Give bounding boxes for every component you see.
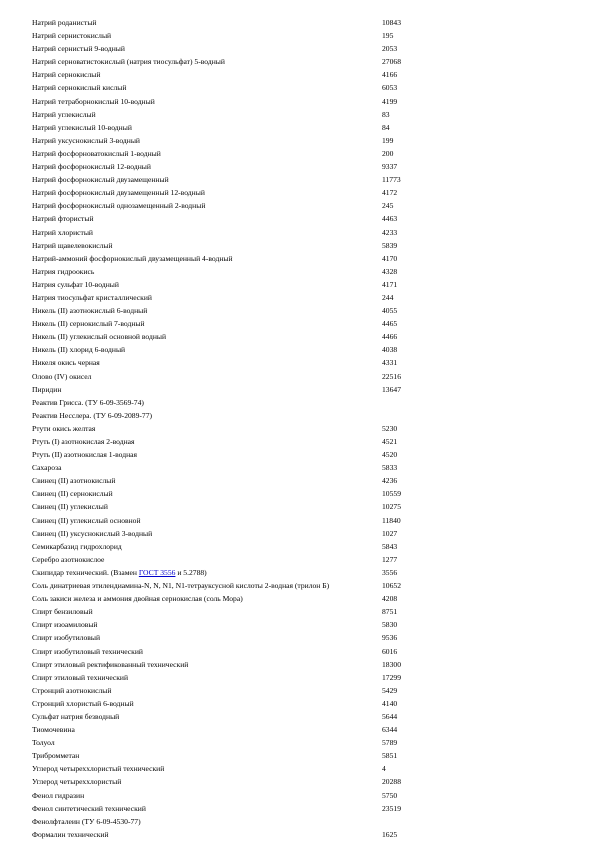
standard-number: 23519 [382, 803, 401, 813]
reagent-name: Спирт изобутиловый технический [32, 646, 143, 656]
standard-number: 4236 [382, 476, 398, 486]
reagent-name: Натрий хлористый [32, 227, 93, 237]
standard-number: 5429 [382, 685, 398, 695]
reagent-name: Соль динатриевая этилендиамина-N, N, N1, N1-тетрауксусной кислоты 2-водная (трилон Б) [32, 581, 330, 591]
standard-number: 5644 [382, 711, 398, 721]
reagent-name: Тиомочевина [32, 725, 75, 735]
list-item [32, 686, 572, 699]
standard-number: 1625 [382, 829, 398, 839]
list-item [32, 18, 572, 31]
list-item [32, 791, 572, 804]
reagent-name: Свинец (II) азотнокислый [32, 476, 116, 486]
standard-number: 8751 [382, 607, 398, 617]
list-item [32, 450, 572, 463]
standard-number: 20288 [382, 777, 401, 787]
reagent-name: Натрий серноватистокислый (натрия тиосульфат) 5-водный [32, 57, 225, 67]
list-item [32, 267, 572, 280]
reagent-name: Фенолфталеин (ТУ 6-09-4530-77) [32, 816, 141, 826]
list-item [32, 712, 572, 725]
reagent-name: Натрий углекислый 10-водный [32, 122, 132, 132]
standard-number: 18300 [382, 659, 401, 669]
standard-number: 4463 [382, 214, 398, 224]
standard-number: 1027 [382, 528, 398, 538]
list-item [32, 345, 572, 358]
list-item [32, 57, 572, 70]
standard-number: 4331 [382, 358, 398, 368]
standard-number: 4166 [382, 70, 398, 80]
reagent-name: Никеля окись черная [32, 358, 100, 368]
standard-number: 2053 [382, 44, 398, 54]
reagent-name: Пиридин [32, 384, 62, 394]
reagent-name: Натрий фосфорнокислый двузамещенный [32, 175, 169, 185]
standard-number: 4171 [382, 279, 398, 289]
standard-link[interactable]: ГОСТ 3556 [138, 567, 176, 577]
reagent-name: Натрия гидроокись [32, 266, 95, 276]
list-item [32, 764, 572, 777]
reagent-list [32, 18, 572, 843]
standard-number: 4038 [382, 345, 398, 355]
reagent-name: Олово (IV) окисел [32, 371, 92, 381]
list-item [32, 332, 572, 345]
standard-number: 22516 [382, 371, 401, 381]
list-item [32, 44, 572, 57]
reagent-name [32, 568, 382, 577]
list-item [32, 804, 572, 817]
list-item [32, 489, 572, 502]
standard-number: 4520 [382, 450, 398, 460]
list-item [32, 620, 572, 633]
reagent-name: Фенол гидразин [32, 790, 85, 800]
list-item [32, 201, 572, 214]
standard-number: 4466 [382, 332, 398, 342]
standard-number: 244 [382, 292, 394, 302]
standard-number: 9337 [382, 162, 398, 172]
reagent-name: Натрий фосфорноватокислый 1-водный [32, 148, 161, 158]
list-item [32, 228, 572, 241]
reagent-name: Стронций хлористый 6-водный [32, 698, 134, 708]
list-item [32, 411, 572, 424]
list-item [32, 581, 572, 594]
reagent-name: Спирт изобутиловый [32, 633, 101, 643]
standard-number: 4172 [382, 188, 398, 198]
reagent-name: Натрий сернистокислый [32, 31, 112, 41]
list-item [32, 83, 572, 96]
reagent-name: Реактив Несслера. (ТУ 6-09-2089-77) [32, 410, 153, 420]
list-item [32, 529, 572, 542]
standard-number: 199 [382, 135, 394, 145]
reagent-name: Свинец (II) сернокислый [32, 489, 113, 499]
list-item [32, 502, 572, 515]
standard-number: 10843 [382, 18, 401, 27]
standard-number: 4055 [382, 306, 398, 316]
reagent-name-text: Скипидар технический. (Взамен [32, 567, 139, 577]
reagent-name: Никель (II) сернокислый 7-водный [32, 319, 145, 329]
reagent-name: Натрий роданистый [32, 18, 97, 27]
reagent-name: Спирт этиловый технический [32, 672, 129, 682]
list-item [32, 188, 572, 201]
reagent-name: Спирт бензиловый [32, 607, 93, 617]
list-item [32, 358, 572, 371]
standard-number: 5230 [382, 423, 398, 433]
reagent-name: Ртуть (II) азотнокислая 1-водная [32, 450, 138, 460]
standard-number: 4208 [382, 594, 398, 604]
standard-number: 1277 [382, 554, 398, 564]
list-item [32, 149, 572, 162]
standard-number: 5833 [382, 463, 398, 473]
list-item [32, 136, 572, 149]
reagent-name: Никель (II) хлорид 6-водный [32, 345, 126, 355]
list-item [32, 673, 572, 686]
list-item [32, 463, 572, 476]
reagent-name: Реактив Грисса. (ТУ 6-09-3569-74) [32, 397, 144, 407]
list-item [32, 123, 572, 136]
reagent-name: Фенол синтетический технический [32, 803, 146, 813]
standard-number: 3556 [382, 567, 398, 577]
reagent-name: Натрий щавелевокислый [32, 240, 113, 250]
reagent-name: Толуол [32, 738, 55, 748]
reagent-name: Свинец (II) уксуснокислый 3-водный [32, 528, 153, 538]
list-item [32, 293, 572, 306]
list-item [32, 214, 572, 227]
reagent-name: Натрий тетраборнокислый 10-водный [32, 96, 155, 106]
reagent-name: Углерод четыреххлористый технический [32, 764, 165, 774]
list-item [32, 594, 572, 607]
standard-number: 4170 [382, 253, 398, 263]
list-item [32, 699, 572, 712]
list-item [32, 280, 572, 293]
list-item [32, 568, 572, 581]
reagent-name: Натрия тиосульфат кристаллический [32, 292, 152, 302]
standard-number: 11840 [382, 515, 401, 525]
reagent-name: Сахароза [32, 463, 62, 473]
reagent-name: Натрий фтористый [32, 214, 94, 224]
list-item [32, 607, 572, 620]
reagent-name: Натрий фосфорнокислый двузамещенный 12-водный [32, 188, 205, 198]
list-item [32, 476, 572, 489]
standard-number: 27068 [382, 57, 401, 67]
reagent-name: Натрий сернокислый [32, 70, 101, 80]
reagent-name: Углерод четыреххлористый [32, 777, 122, 787]
list-item [32, 817, 572, 830]
list-item [32, 647, 572, 660]
reagent-name: Ртути окись желтая [32, 423, 96, 433]
reagent-name: Соль закиси железа и аммония двойная сернокислая (соль Мора) [32, 594, 243, 604]
list-item [32, 738, 572, 751]
reagent-name: Натрий уксуснокислый 3-водный [32, 135, 140, 145]
list-item [32, 319, 572, 332]
reagent-name: Семикарбазид гидрохлорид [32, 541, 122, 551]
standard-number: 4521 [382, 437, 398, 446]
standard-number: 4465 [382, 319, 398, 329]
reagent-name: Спирт этиловый ректификованный технический [32, 659, 189, 669]
reagent-name: Свинец (II) углекислый основной [32, 515, 141, 525]
list-item [32, 385, 572, 398]
standard-number: 9536 [382, 633, 398, 643]
standard-number: 6016 [382, 646, 398, 656]
standard-number: 4328 [382, 266, 398, 276]
standard-number: 5830 [382, 620, 398, 630]
standard-number: 5750 [382, 790, 398, 800]
standard-number: 5851 [382, 751, 398, 761]
standard-number: 84 [382, 122, 390, 132]
list-item [32, 516, 572, 529]
list-item [32, 830, 572, 843]
reagent-name: Натрий фосфорнокислый однозамещенный 2-водный [32, 201, 206, 211]
standard-number: 10275 [382, 502, 401, 512]
standard-number: 195 [382, 31, 394, 41]
standard-number: 10652 [382, 581, 401, 591]
reagent-name: Трибромметан [32, 751, 80, 761]
list-item [32, 555, 572, 568]
list-item [32, 437, 572, 450]
list-item [32, 110, 572, 123]
list-item [32, 70, 572, 83]
list-item [32, 162, 572, 175]
standard-number: 4 [382, 764, 386, 774]
standard-number: 13647 [382, 384, 401, 394]
list-item [32, 777, 572, 790]
reagent-name: Стронций азотнокислый [32, 685, 112, 695]
standard-number: 5839 [382, 240, 398, 250]
reagent-name: Никель (II) углекислый основной водный [32, 332, 167, 342]
list-item [32, 633, 572, 646]
standard-number: 245 [382, 201, 394, 211]
standard-number: 4140 [382, 698, 398, 708]
reagent-name: Натрий сернокислый кислый [32, 83, 127, 93]
list-item [32, 175, 572, 188]
list-item [32, 398, 572, 411]
list-item [32, 542, 572, 555]
list-item [32, 372, 572, 385]
list-item [32, 725, 572, 738]
standard-number: 11773 [382, 175, 401, 185]
reagent-name: Спирт изоамиловый [32, 620, 98, 630]
list-item [32, 31, 572, 44]
reagent-name: Натрий сернистый 9-водный [32, 44, 125, 54]
standard-number: 10559 [382, 489, 401, 499]
standard-number: 17299 [382, 672, 401, 682]
reagent-name: Серебро азотнокислое [32, 554, 105, 564]
reagent-name: Натрий углекислый [32, 109, 96, 119]
list-item [32, 241, 572, 254]
reagent-name: Формалин технический [32, 829, 109, 839]
reagent-name: Ртуть (I) азотнокислая 2-водная [32, 437, 135, 446]
standard-number: 6053 [382, 83, 398, 93]
reagent-name: Натрия сульфат 10-водный [32, 279, 119, 289]
reagent-name-suffix: и 5.2788) [175, 567, 207, 577]
list-item [32, 97, 572, 110]
reagent-name: Натрий фосфорнокислый 12-водный [32, 162, 151, 172]
list-item [32, 306, 572, 319]
list-item [32, 751, 572, 764]
standard-number: 5843 [382, 541, 398, 551]
standard-number: 6344 [382, 725, 398, 735]
standard-number: 4233 [382, 227, 398, 237]
standard-number: 4199 [382, 96, 398, 106]
reagent-name: Никель (II) азотнокислый 6-водный [32, 306, 148, 316]
reagent-name: Натрий-аммоний фосфорнокислый двузамещенный 4-водный [32, 253, 233, 263]
reagent-name: Сульфат натрия безводный [32, 711, 120, 721]
reagent-name: Свинец (II) углекислый [32, 502, 108, 512]
list-item [32, 660, 572, 673]
list-item [32, 424, 572, 437]
list-item [32, 254, 572, 267]
standard-number: 200 [382, 148, 394, 158]
standard-number: 5789 [382, 738, 398, 748]
standard-number: 83 [382, 109, 390, 119]
